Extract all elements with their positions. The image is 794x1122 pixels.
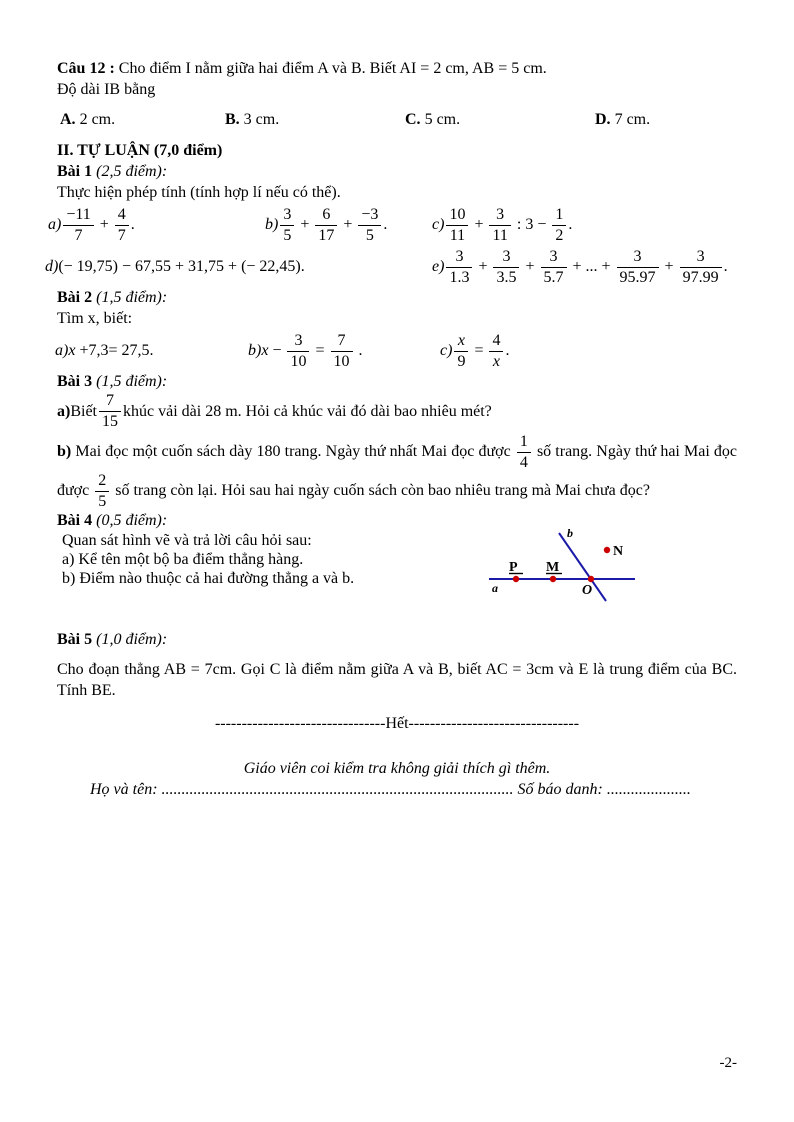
question-12-line2: Độ dài IB bằng xyxy=(57,81,156,98)
fraction: $\frac{1}{4}$ xyxy=(517,433,531,472)
fraction: $\frac{3}{11}$ xyxy=(489,206,510,245)
label-b: b xyxy=(567,526,573,541)
fraction: $\frac{7}{15}$ xyxy=(99,392,121,431)
option-c xyxy=(405,110,595,130)
point-M xyxy=(550,576,556,582)
question-12-label: Câu 12 : xyxy=(57,60,115,77)
bai4-line-2: b) Điểm nào thuộc cả hai đường thẳng a và b. xyxy=(62,570,355,588)
option-b xyxy=(225,110,405,130)
bai1-heading xyxy=(57,161,737,182)
bai5-points: (1,0 điểm): xyxy=(92,631,168,649)
point-N xyxy=(604,547,610,553)
page-number: -2- xyxy=(719,1055,737,1071)
bai4-line-1: a) Kể tên một bộ ba điểm thẳng hàng. xyxy=(62,551,304,569)
bai4-figure xyxy=(487,522,692,607)
bai2-instruction: Tìm x, biết: xyxy=(57,310,133,327)
bai5-text: Cho đoạn thẳng AB = 7cm. Gọi C là điểm nằm giữa A và B, biết AC = 3cm và E là trung điểm của BC. Tính BE. xyxy=(57,661,737,699)
label-M: M xyxy=(546,560,560,576)
bai1-label: Bài 1 xyxy=(57,163,93,180)
bai1-expr-b: b) $\frac{3}{5}$ + $\frac{6}{17}$ + $\frac{-3}{5}$ . xyxy=(265,205,388,244)
option-b-text: 3 cm. xyxy=(239,111,280,128)
bai1-expr-d: d)(− 19,75) − 67,55 + 31,75 + (− 22,45). xyxy=(45,258,305,275)
bai3-heading xyxy=(57,371,737,392)
option-d-text: 7 cm. xyxy=(610,111,651,128)
bai3-points: (1,5 điểm): xyxy=(92,373,168,390)
fraction: $\frac{3}{95.97}$ xyxy=(617,248,659,287)
name-line xyxy=(90,779,737,800)
fraction: $\frac{3}{5}$ xyxy=(280,206,294,245)
section-title: II. TỰ LUẬN (7,0 điểm) xyxy=(57,142,223,159)
bai1-points: (2,5 điểm): xyxy=(92,163,168,180)
name-label: Họ và tên: xyxy=(90,781,162,799)
bai4-heading xyxy=(57,510,487,531)
point-P xyxy=(513,576,519,582)
bai2-expr-a: a)x +7,3= 27,5. xyxy=(55,342,154,359)
point-O xyxy=(588,576,594,582)
question-12-line1 xyxy=(57,58,737,79)
bai3-label: Bài 3 xyxy=(57,373,93,390)
fraction: $\frac{3}{10}$ xyxy=(287,332,309,371)
question-12-text: Cho điểm I nằm giữa hai điểm A và B. Biết AI = 2 cm, AB = 5 cm. xyxy=(114,60,547,77)
bai2-expressions-row xyxy=(55,331,737,371)
label-P: P xyxy=(509,560,518,576)
bai1-expr-a: a) $\frac{-11}{7}$ + $\frac{4}{7}$ . xyxy=(48,205,135,244)
fraction: $\frac{6}{17}$ xyxy=(315,206,337,245)
fraction: $\frac{x}{9}$ xyxy=(454,332,468,371)
sbd-label: Số báo danh: xyxy=(513,781,607,799)
option-c-text: 5 cm. xyxy=(420,111,461,128)
bai1-instruction: Thực hiện phép tính (tính hợp lí nếu có thể). xyxy=(57,184,341,201)
bai2-points: (1,5 điểm): xyxy=(92,289,168,306)
fraction: $\frac{3}{1.3}$ xyxy=(446,248,472,287)
fraction: $\frac{1}{2}$ xyxy=(552,206,566,245)
bai5-label: Bài 5 xyxy=(57,631,93,649)
footer-note: Giáo viên coi kiểm tra không giải thích gì thêm. xyxy=(243,760,551,778)
option-b-label: B. xyxy=(225,111,240,128)
option-c-label: C. xyxy=(405,111,421,128)
label-O: O xyxy=(582,583,593,599)
bai1-expressions-row1 xyxy=(48,203,737,247)
option-a xyxy=(60,110,225,130)
option-a-text: 2 cm. xyxy=(75,111,116,128)
bai4-line-0: Quan sát hình vẽ và trả lời câu hỏi sau: xyxy=(62,532,312,550)
option-d-label: D. xyxy=(595,111,611,128)
bai3-part-a: a) Biết $\frac{7}{15}$ khúc vải dài 28 m. Hỏi cả khúc vải đó dài bao nhiêu mét? xyxy=(57,392,492,430)
answer-options xyxy=(60,110,737,130)
bai5-heading xyxy=(57,629,737,650)
bai2-expr-c: c) $\frac{x}{9}$ = $\frac{4}{x}$ . xyxy=(440,331,510,370)
bai1-expr-e: e) $\frac{3}{1.3}$ + $\frac{3}{3.5}$ + $\frac{3}{5.7}$ + ... + $\frac{3}{95.97}$ + $\frac{3}{97.99}$ . xyxy=(432,247,728,286)
fraction: $\frac{3}{97.99}$ xyxy=(680,248,722,287)
fraction: $\frac{2}{5}$ xyxy=(95,472,109,511)
fraction: $\frac{4}{7}$ xyxy=(115,206,129,245)
bai2-label: Bài 2 xyxy=(57,289,93,306)
fraction: $\frac{3}{5.7}$ xyxy=(541,248,567,287)
bai4-block xyxy=(57,510,737,607)
fraction: $\frac{10}{11}$ xyxy=(446,206,468,245)
bai4-label: Bài 4 xyxy=(57,512,93,530)
bai4-text xyxy=(57,510,487,588)
label-a: a xyxy=(492,581,498,596)
page-content xyxy=(45,58,738,800)
name-dots: ........................................................................................ xyxy=(161,781,514,799)
fraction: $\frac{-11}{7}$ xyxy=(63,206,93,245)
fraction: $\frac{3}{3.5}$ xyxy=(493,248,519,287)
option-d xyxy=(595,110,737,130)
fraction: $\frac{-3}{5}$ xyxy=(358,206,381,245)
bai1-expr-c: c) $\frac{10}{11}$ + $\frac{3}{11}$ : 3 − $\frac{1}{2}$ . xyxy=(432,205,573,244)
end-separator: --------------------------------Hết-------------------------------- xyxy=(214,715,580,733)
fraction: $\frac{4}{x}$ xyxy=(489,332,503,371)
bai2-heading xyxy=(57,287,737,308)
fraction: $\frac{7}{10}$ xyxy=(331,332,353,371)
bai3-part-b: b) Mai đọc một cuốn sách dày 180 trang. Ngày thứ nhất Mai đọc được $\frac{1}{4}$ số trang. Ngày thứ hai Mai đọc được $\frac{2}{5}$ số trang còn lại. Hỏi sau hai ngày cuốn sách còn bao nhiêu trang mà Mai chưa đọc? xyxy=(57,432,738,510)
label-N: N xyxy=(613,544,624,560)
sbd-dots: ..................... xyxy=(606,781,691,799)
bai4-points: (0,5 điểm): xyxy=(92,512,168,530)
option-a-label: A. xyxy=(60,111,76,128)
bai2-expr-b: b)x − $\frac{3}{10}$ = $\frac{7}{10}$ . xyxy=(248,331,363,370)
bai1-expressions-row2 xyxy=(45,247,737,287)
